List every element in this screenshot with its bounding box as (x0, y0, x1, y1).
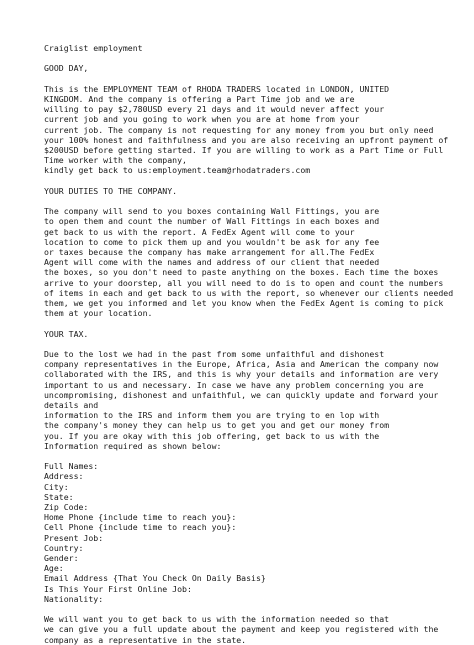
text-line: Craiglist employment (44, 43, 143, 53)
text-line: of items in each and get back to us with the report, so whenever our clients needed (44, 287, 454, 298)
text-line: Age: (44, 563, 64, 574)
text-line: kindly get back to us:employment.team@rhodatraders.com (44, 165, 311, 176)
text-line: current job. The company is not requesting for any money from you but only need (44, 124, 434, 135)
text-line: Present Job: (44, 532, 104, 543)
text-line: Due to the lost we had in the past from some unfaithful and dishonest (44, 349, 385, 359)
text-line: Email Address {That You Check On Daily Basis} (44, 573, 266, 584)
text-line: company as a representative in the state. (44, 634, 247, 645)
text-line: Zip Code: (44, 502, 89, 512)
text-line: Full Names: (44, 461, 99, 472)
text-line: details and (44, 400, 99, 410)
text-line: the company's money they can help us to get you and get our money from (44, 420, 390, 431)
text-line: State: (44, 491, 74, 502)
text-line: $200USD before getting started. If you are willing to work as a Part Time or Full (44, 145, 444, 155)
text-line: or taxes because the company has make arrangement for all.The FedEx (44, 247, 375, 257)
text-line: we can give you a full update about the payment and keep you registered with the (44, 624, 439, 635)
text-line: City: (44, 481, 69, 492)
text-line: location to come to pick them up and you wouldn't be ask for any fee (44, 236, 380, 247)
text-line: GOOD DAY, (44, 63, 89, 74)
text-line: Nationality: (44, 593, 104, 604)
text-line: the boxes, so you don't need to paste anything on the boxes. Each time the boxes (44, 267, 439, 278)
text-line: Information required as shown below: (44, 440, 222, 451)
text-line: Is This Your First Online Job: (44, 583, 192, 594)
text-line: information to the IRS and inform them you are trying to en lop with (44, 410, 380, 421)
text-line: get back to us with the report. A FedEx Agent will come to your (44, 226, 355, 237)
text-line: Time worker with the company, (44, 155, 187, 166)
text-line: collaborated with the IRS, and this is why your details and information are very (44, 369, 439, 380)
text-line: arrive to your doorstep, all you will need to do is to open and count the numbers (44, 277, 444, 288)
text-line: Gender: (44, 553, 79, 563)
text-line: Cell Phone {include time to reach you}: (44, 522, 237, 533)
text-line: The company will send to you boxes containing Wall Fittings, you are (44, 206, 380, 217)
text-line: willing to pay $2,780USD every 21 days and it would never affect your (44, 104, 385, 115)
text-line: KINGDOM. And the company is offering a Part Time job and we are (44, 94, 355, 104)
text-line: your 100% honest and faithfulness and you are also receiving an upfront payment of (44, 134, 449, 145)
text-line: to open them and count the number of Wall Fittings in each boxes and (44, 216, 380, 227)
text-line: Country: (44, 542, 84, 553)
text-line: We will want you to get back to us with the information needed so that (44, 614, 390, 625)
text-line: Agent will come with the names and address of our client that needed (44, 257, 380, 268)
text-line: YOUR DUTIES TO THE COMPANY. (44, 185, 178, 196)
text-line: you. If you are okay with this job offering, get back to us with the (44, 430, 380, 441)
text-line: current job and you going to work when you are at home from your (44, 114, 360, 125)
text-line: uncompromising, dishonest and unfaithful, we can quickly update and forward your (44, 389, 439, 400)
text-line: company representatives in the Europe, Africa, Asia and American the company now (44, 359, 439, 370)
text-line: Home Phone {include time to reach you}: (44, 512, 237, 523)
text-line: This is the EMPLOYMENT TEAM of RHODA TRADERS located in LONDON, UNITED (44, 83, 390, 94)
text-line: them, we get you informed and let you know when the FedEx Agent is coming to pick (44, 298, 444, 308)
text-line: important to us and necessary. In case we have any problem concerning you are (44, 379, 424, 390)
text-line: them at your location. (44, 308, 153, 319)
text-line: Address: (44, 471, 84, 482)
text-line: YOUR TAX. (44, 328, 89, 339)
